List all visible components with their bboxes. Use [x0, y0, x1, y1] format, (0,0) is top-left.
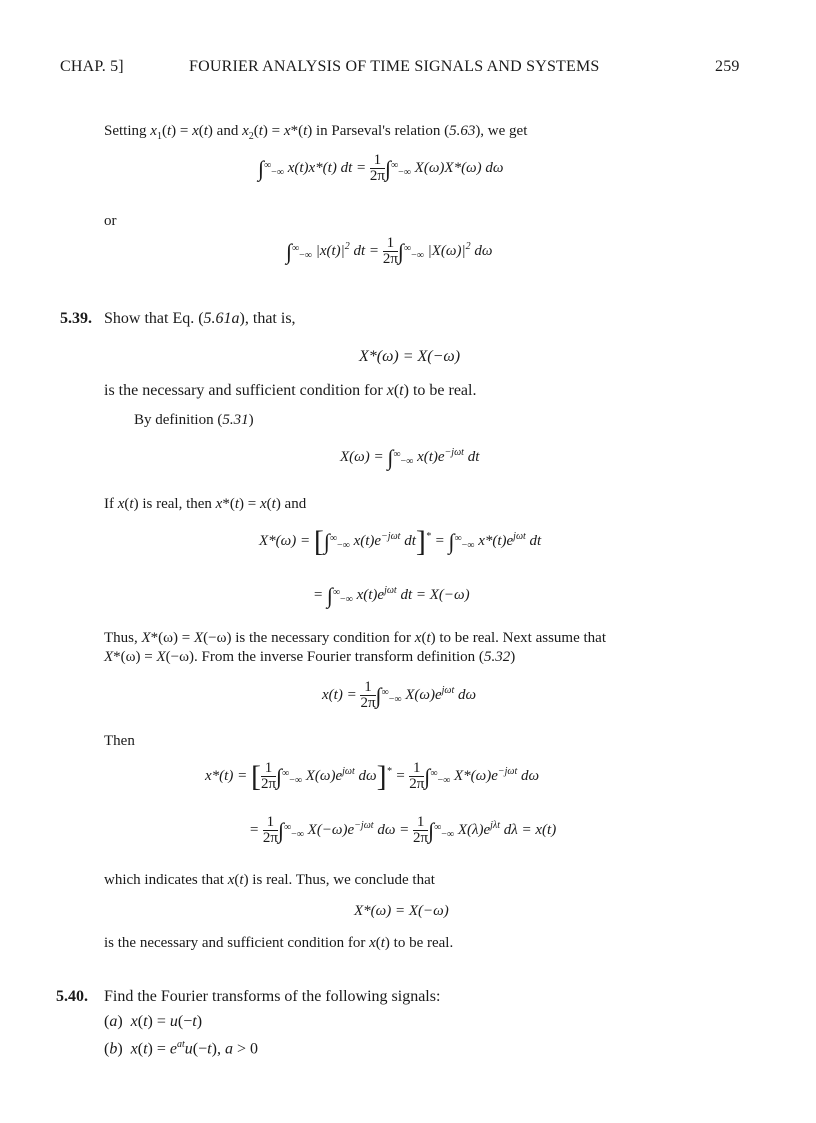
equation-xstar-2: = $\frac{1}{2\pi}$ $\int^\infty_{-\infty}$ $X(-\omega)e^{-j\omega t}$ dω = $\frac{1}{2\pi}$ $\int^\infty_{-\infty}$ $X(\lambda)e^{j\lambda t}$ dλ = x(t)	[249, 814, 557, 846]
thus-text-line-1: Thus, X*(ω) = X(−ω) is the necessary condition for x(t) to be real. Next assume that	[104, 630, 606, 646]
problem-5-39-text: Show that Eq. (5.61a), that is,	[104, 310, 296, 327]
equation-conjugate-symmetry: X*(ω) = X(−ω)	[359, 348, 461, 365]
equation-conjugate-transform: $X*(\omega) = [\int^\infty_{-\infty}$ $x(t)e^{-j\omega t}$ $dt]^* = \int^\infty_{-\infty}$ $x*(t)e^{j\omega t}$ dt	[259, 525, 542, 558]
problem-5-40-part-a: (a) x(t) = u(−t)	[104, 1013, 203, 1030]
equation-conjugate-result: = $\int^\infty_{-\infty}$ $x(t)e^{j\omega t}$ dt = X(−ω)	[313, 583, 470, 608]
problem-5-40-part-b: (b) $x(t) = e^{at}u(-t)$, a > 0	[104, 1039, 258, 1058]
equation-inverse-fourier: x(t) = $\frac{1}{2\pi}$ $\int^\infty_{-\infty}$ $X(\omega)e^{j\omega t}$ dω	[322, 679, 477, 711]
intro-text: Setting $x_1(t) = x(t)$ and $x_2(t) = x*(t)$ in Parseval's relation (5.63), we get	[104, 123, 528, 142]
by-definition-text: By definition (5.31)	[134, 412, 254, 428]
problem-5-40-text: Find the Fourier transforms of the following signals:	[104, 988, 441, 1005]
chapter-label: CHAP. 5]	[60, 58, 124, 75]
if-real-text: If x(t) is real, then x*(t) = x(t) and	[104, 496, 307, 512]
equation-parseval-2: $\int^\infty_{-\infty}$ $|x(t)|^2$ dt = $\frac{1}{2\pi}$ $\int^\infty_{-\infty}$ $|X(\omega)|^2$ dω	[286, 235, 493, 267]
thus-text-line-2: X*(ω) = X(−ω). From the inverse Fourier transform definition (5.32)	[104, 649, 516, 665]
equation-parseval-1: $\int^\infty_{-\infty}$ x(t)x*(t) dt = $\frac{1}{2\pi}$ $\int^\infty_{-\infty}$ X(ω)X*(ω) dω	[258, 152, 504, 184]
equation-fourier-definition: $X(\omega) = \int^\infty_{-\infty}$ $x(t)e^{-j\omega t}$ dt	[340, 445, 480, 470]
indicates-text: which indicates that x(t) is real. Thus, we conclude that	[104, 872, 435, 888]
equation-xstar-1: x*(t) = [ $\frac{1}{2\pi}$ $\int^\infty_{-\infty}$ $X(\omega)e^{j\omega t}$ dω]* = $\frac{1}{2\pi}$ $\int^\infty_{-\infty}$ $X*(\omega)e^{-j\omega t}$ dω	[205, 760, 540, 793]
equation-conclusion: X*(ω) = X(−ω)	[354, 903, 449, 919]
conclusion-text: is the necessary and sufficient condition for x(t) to be real.	[104, 935, 454, 951]
page-number: 259	[715, 58, 740, 75]
then-text: Then	[104, 733, 135, 749]
running-title: FOURIER ANALYSIS OF TIME SIGNALS AND SYSTEMS	[189, 58, 600, 75]
problem-number-5-39: 5.39.	[60, 310, 92, 327]
problem-5-39-condition: is the necessary and sufficient condition for x(t) to be real.	[104, 382, 477, 399]
or-text: or	[104, 213, 117, 229]
problem-number-5-40: 5.40.	[56, 988, 88, 1005]
